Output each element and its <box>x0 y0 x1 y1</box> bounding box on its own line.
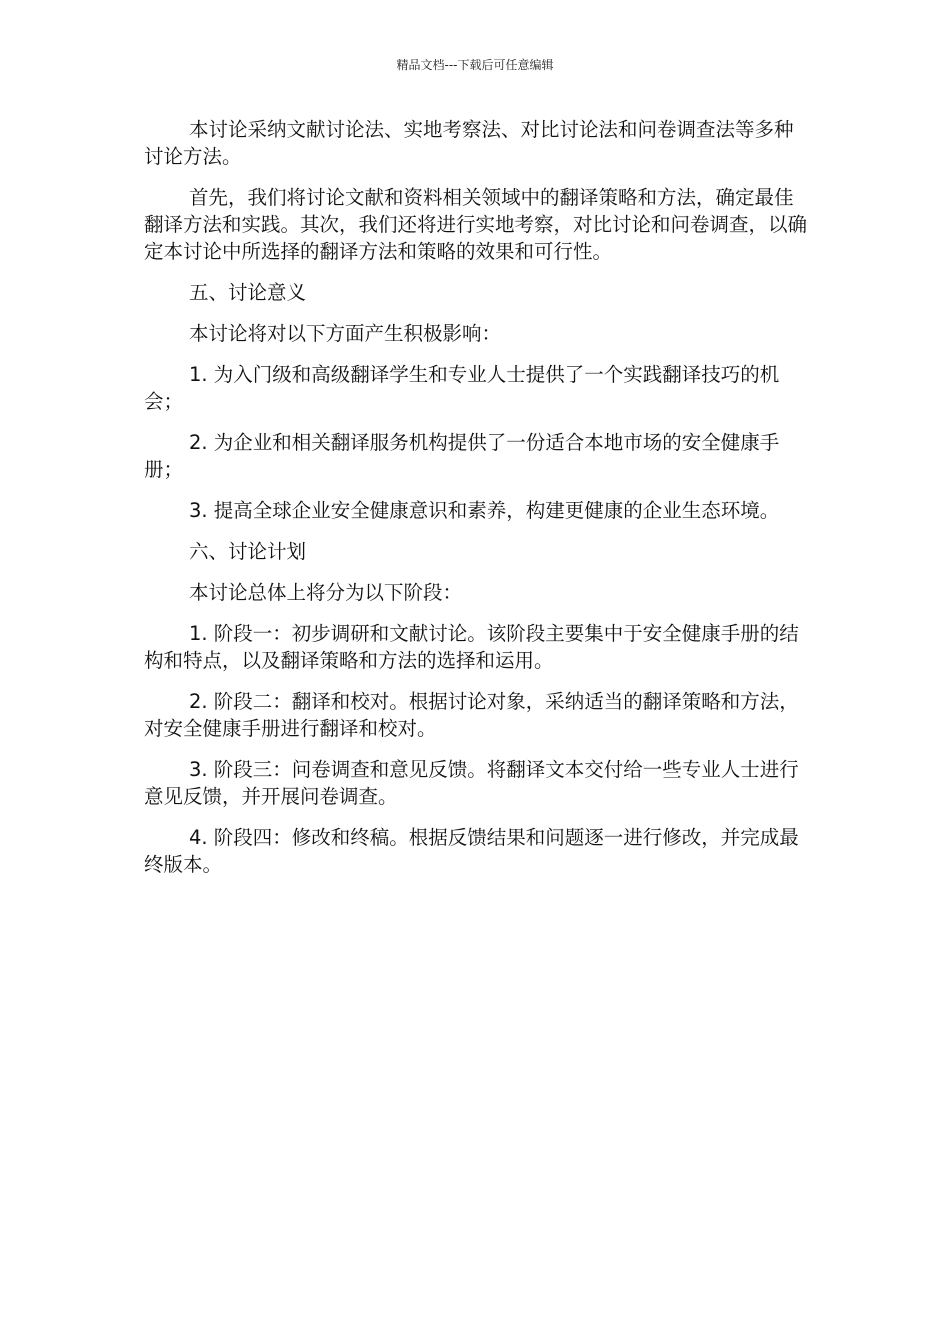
paragraph-approach: 首先，我们将讨论文献和资料相关领域中的翻译策略和方法，确定最佳翻译方法和实践。其次，我们还将进行实地考察，对比讨论和问卷调查，以确定本讨论中所选择的翻译方法和策略的效果和可行性。 <box>144 186 808 263</box>
list-item-impact-3: 3. 提高全球企业安全健康意识和素养，构建更健康的企业生态环境。 <box>189 499 780 522</box>
list-item-stage-3: 3. 阶段三：问卷调查和意见反馈。将翻译文本交付给一些专业人士进行意见反馈，并开展问卷调查。 <box>144 758 799 808</box>
section-heading-significance: 五、讨论意义 <box>189 281 307 304</box>
list-item-impact-1: 1. 为入门级和高级翻译学生和专业人士提供了一个实践翻译技巧的机会； <box>144 363 780 413</box>
list-item-impact-2: 2. 为企业和相关翻译服务机构提供了一份适合本地市场的安全健康手册； <box>144 431 780 481</box>
section-heading-plan: 六、讨论计划 <box>189 540 307 563</box>
paragraph-methods: 本讨论采纳文献讨论法、实地考察法、对比讨论法和问卷调查法等多种讨论方法。 <box>144 118 794 168</box>
list-item-stage-4: 4. 阶段四：修改和终稿。根据反馈结果和问题逐一进行修改，并完成最终版本。 <box>144 826 799 876</box>
list-item-stage-2: 2. 阶段二：翻译和校对。根据讨论对象，采纳适当的翻译策略和方法，对安全健康手册进行翻译和校对。 <box>144 690 799 740</box>
document-body <box>144 116 808 892</box>
paragraph-impact-intro: 本讨论将对以下方面产生积极影响： <box>189 322 502 345</box>
header-note: 精品文档---下载后可任意编辑 <box>396 58 554 72</box>
paragraph-plan-intro: 本讨论总体上将分为以下阶段： <box>189 581 463 604</box>
list-item-stage-1: 1. 阶段一：初步调研和文献讨论。该阶段主要集中于安全健康手册的结构和特点，以及翻译策略和方法的选择和运用。 <box>144 622 799 672</box>
